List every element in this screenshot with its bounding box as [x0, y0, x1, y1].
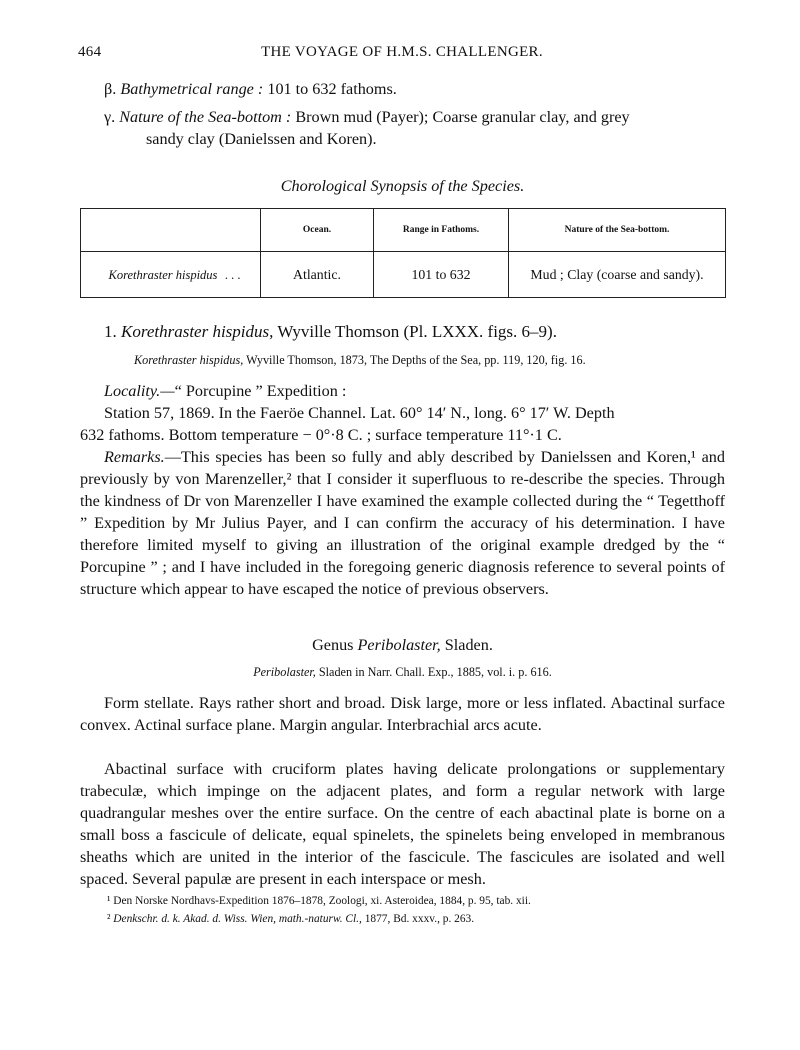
bathymetrical-label: Bathymetrical range : — [120, 80, 264, 98]
station-line-1: Station 57, 1869. In the Faeröe Channel. Lat. 60° 14′ N., long. 6° 17′ W. Depth — [104, 404, 615, 422]
column-header-species — [81, 209, 261, 252]
locality-line — [104, 380, 346, 402]
species-authority: Wyville Thomson (Pl. LXXX. figs. 6–9). — [277, 322, 557, 341]
genus-author: Sladen. — [444, 636, 493, 654]
cell-range: 101 to 632 — [374, 252, 509, 298]
footnote-2-mark: ² — [107, 913, 111, 925]
genus-reference — [80, 664, 725, 680]
running-title: THE VOYAGE OF H.M.S. CHALLENGER. — [261, 44, 543, 60]
cell-species — [81, 252, 261, 298]
sea-bottom-label: Nature of the Sea-bottom : — [119, 108, 292, 126]
genus-paragraph-2: Abactinal surface with cruciform plates having delicate prolongations or supplementary trabeculæ, which impinge on the adjacent plates, and form a regular network with large quadrangular meshes over the entire surface. On the centre of each abactinal plate is borne on a small boss a fascicule of delicate, equal spinelets, the spinelets being enveloped in membranous sheaths which are united in the interior of the fascicule. The fascicules are isolated and well spaced. Several papulæ are present in each interspace or mesh. — [80, 760, 725, 888]
genus-paragraph-1: Form stellate. Rays rather short and broad. Disk large, more or less inflated. Abactinal surface convex. Actinal surface plane. Margin angular. Interbrachial arcs acute. — [80, 694, 725, 734]
footnote-2 — [107, 911, 474, 928]
synonym-name: Korethraster hispidus, — [134, 353, 244, 367]
genus-ref-text: Sladen in Narr. Chall. Exp., 1885, vol. i. p. 616. — [318, 665, 552, 679]
locality-text: “ Porcupine ” Expedition : — [174, 382, 347, 400]
cell-ocean: Atlantic. — [261, 252, 374, 298]
footnote-2-title: Denkschr. d. k. Akad. d. Wiss. Wien, math.-naturw. Cl., — [113, 913, 362, 925]
species-number: 1. — [104, 322, 117, 341]
remarks-label: Remarks. — [104, 448, 165, 466]
genus-prefix: Genus — [312, 636, 354, 654]
table-row — [81, 252, 726, 298]
locality-label: Locality.— — [104, 382, 175, 400]
footnote-2-rest: 1877, Bd. xxxv., p. 263. — [364, 913, 475, 925]
table-header-row — [81, 209, 726, 252]
species-heading-name: Korethraster hispidus, — [121, 322, 274, 341]
column-header-range: Range in Fathoms. — [374, 209, 509, 252]
species-name: Korethraster hispidus — [108, 267, 218, 282]
page-header — [78, 44, 726, 66]
species-heading — [104, 321, 557, 343]
column-header-ocean: Ocean. — [261, 209, 374, 252]
sea-bottom-line-1 — [104, 106, 630, 128]
genus-name: Peribolaster, — [357, 636, 441, 654]
leader-dots: . . . — [224, 267, 241, 282]
bathymetrical-value: 101 to 632 fathoms. — [267, 80, 397, 98]
chorological-synopsis-table — [80, 208, 726, 298]
synonym-citation: Wyville Thomson, 1873, The Depths of the Sea, pp. 119, 120, fig. 16. — [246, 353, 586, 367]
genus-heading — [80, 634, 725, 656]
bathymetrical-range-line — [104, 78, 397, 100]
synonym-reference — [134, 352, 586, 368]
sea-bottom-marker: γ. — [104, 108, 116, 126]
sea-bottom-text-1: Brown mud (Payer); Coarse granular clay, and grey — [295, 108, 630, 126]
footnote-1: ¹ Den Norske Nordhavs-Expedition 1876–1878, Zoologi, xi. Asteroidea, 1884, p. 95, tab. xii. — [107, 895, 531, 907]
remarks-text: —This species has been so fully and ably described by Danielssen and Koren,¹ and previously by von Marenzeller,² that I consider it superfluous to re-describe the species. Through the kindness of Dr von Marenzeller I have examined the example collected during the “ Tegetthoff ” Expedition by Mr Julius Payer, and I can confirm the accuracy of his determination. I have therefore limited myself to giving an illustration of the original example dredged by the “ Porcupine ” ; and I have included in the foregoing generic diagnosis reference to several points of structure which appear to have escaped the notice of previous observers. — [80, 448, 725, 598]
column-header-bottom: Nature of the Sea-bottom. — [509, 209, 726, 252]
bathymetrical-marker: β. — [104, 80, 117, 98]
sea-bottom-text-2: sandy clay (Danielssen and Koren). — [146, 130, 377, 148]
station-line-2: 632 fathoms. Bottom temperature − 0°·8 C. ; surface temperature 11°·1 C. — [80, 426, 562, 444]
remarks-paragraph — [80, 446, 725, 600]
page-number: 464 — [78, 44, 102, 60]
genus-ref-name: Peribolaster, — [253, 665, 316, 679]
cell-bottom: Mud ; Clay (coarse and sandy). — [509, 252, 726, 298]
synopsis-title: Chorological Synopsis of the Species. — [280, 177, 525, 195]
